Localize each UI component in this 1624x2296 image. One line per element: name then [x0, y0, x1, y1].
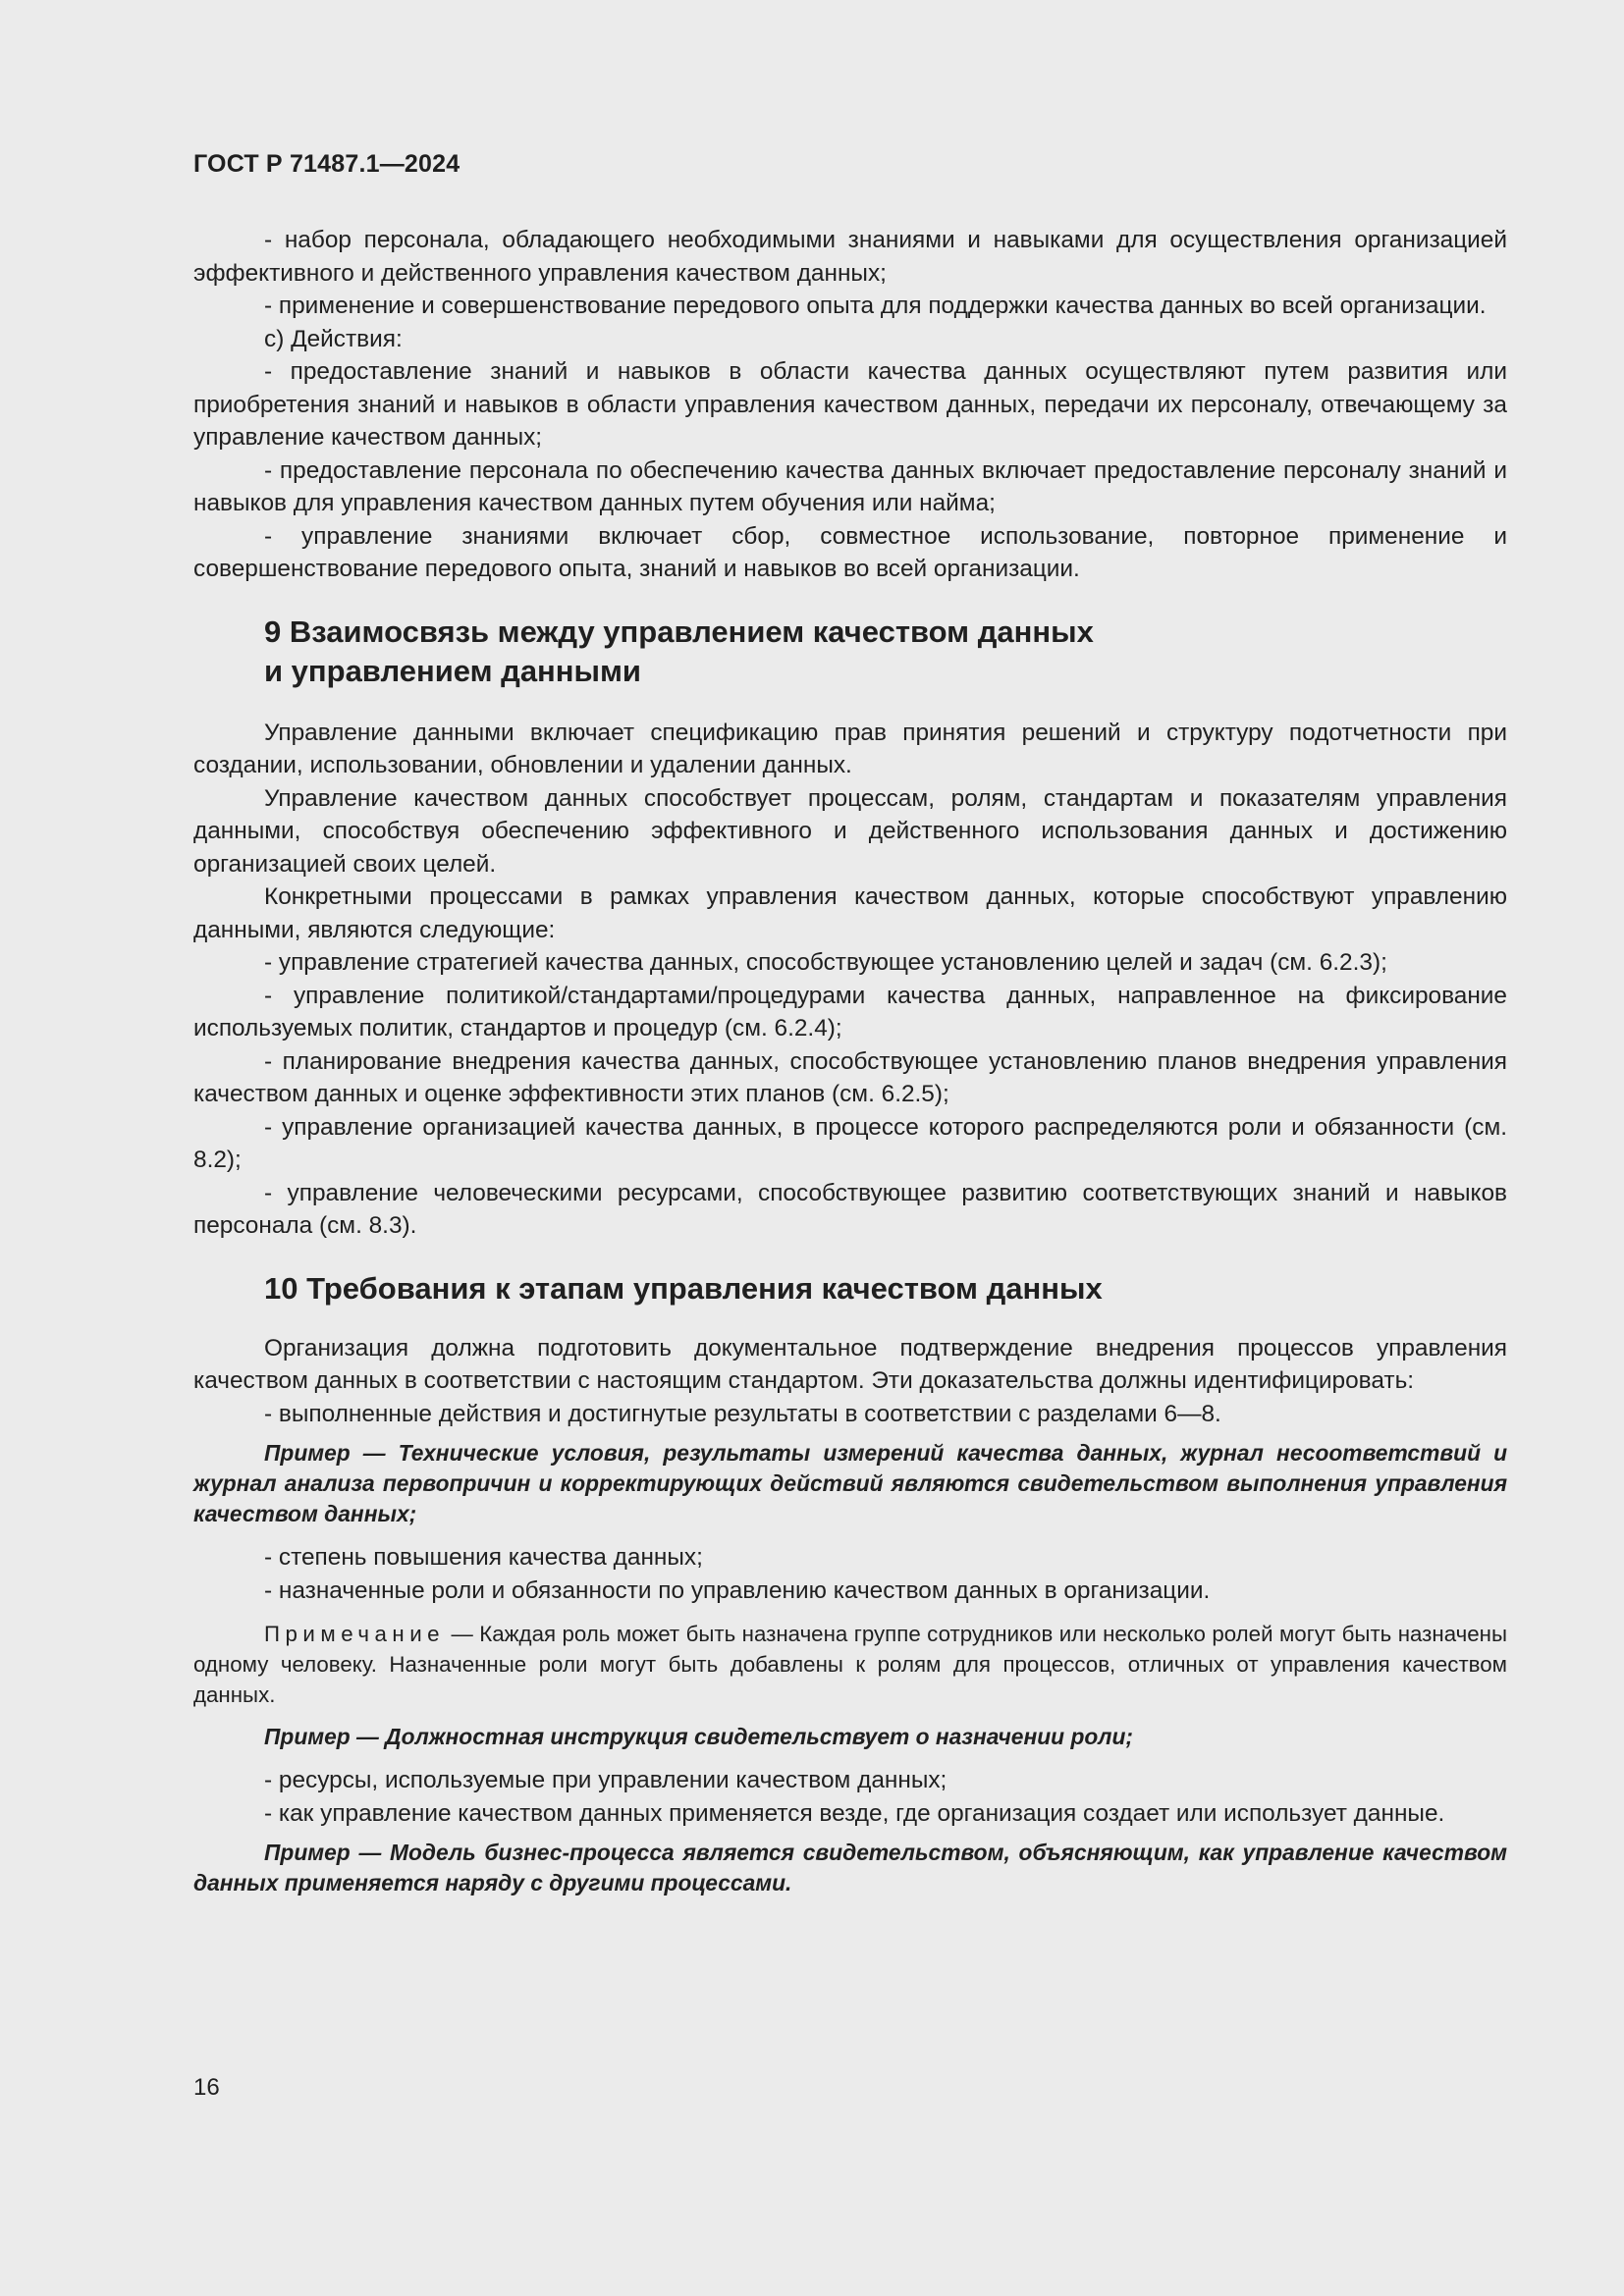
section-10-heading: 10 Требования к этапам управления качеством данных [264, 1270, 1103, 1306]
list-item: - предоставление знаний и навыков в области качества данных осуществляют путем развития или приобретения знаний и навыков в области управления качеством данных, передачи их персоналу, отвечающему за управление качеством данных; [193, 358, 1507, 451]
page-body [193, 224, 1507, 1910]
section-9-heading [193, 613, 1507, 691]
note-block [193, 1619, 1507, 1710]
note-label: Примечание [264, 1622, 446, 1646]
list-item: - выполненные действия и достигнутые результаты в соответствии с разделами 6—8. [264, 1400, 1221, 1427]
paragraph: Конкретными процессами в рамках управления качеством данных, которые способствуют управлению данными, являются следующие: [193, 883, 1507, 943]
list-item: - управление знаниями включает сбор, совместное использование, повторное применение и совершенствование передового опыта, знаний и навыков во всей организации. [193, 522, 1507, 582]
paragraph: Управление данными включает спецификацию прав принятия решений и структуру подотчетности при создании, использовании, обновлении и удалении данных. [193, 719, 1507, 778]
page-number: 16 [193, 2074, 220, 2101]
subsection-label: c) Действия: [264, 325, 403, 352]
list-item: - управление политикой/стандартами/процедурами качества данных, направленное на фиксирование используемых политик, стандартов и процедур (см. 6.2.4); [193, 982, 1507, 1041]
example-block: Пример — Модель бизнес-процесса является свидетельством, объясняющим, как управление качеством данных применяется наряду с другими процессами. [193, 1840, 1507, 1896]
example-block: Пример — Должностная инструкция свидетельствует о назначении роли; [264, 1724, 1133, 1749]
list-item: - планирование внедрения качества данных, способствующее установлению планов внедрения управления качеством данных и оценке эффективности этих планов (см. 6.2.5); [193, 1047, 1507, 1107]
paragraph: Организация должна подготовить документальное подтверждение внедрения процессов управления качеством данных в соответствии с настоящим стандартом. Эти доказательства должны идентифицировать: [193, 1334, 1507, 1394]
list-item: - предоставление персонала по обеспечению качества данных включает предоставление персоналу знаний и навыков для управления качеством данных путем обучения или найма; [193, 456, 1507, 516]
section-9-title-line-2: и управлением данными [264, 653, 641, 688]
example-block: Пример — Технические условия, результаты измерений качества данных, журнал несоответствий и журнал анализа первопричин и корректирующих действий являются свидетельством выполнения управления качеством данных; [193, 1440, 1507, 1526]
list-item: - управление организацией качества данных, в процессе которого распределяются роли и обязанности (см. 8.2); [193, 1113, 1507, 1173]
note-text: — Каждая роль может быть назначена группе сотрудников или несколько ролей могут быть назначены одному человеку. Назначенные роли могут быть добавлены к ролям для процессов, отличных от управления качеством данных. [193, 1622, 1507, 1707]
list-item: - ресурсы, используемые при управлении качеством данных; [264, 1767, 947, 1793]
list-item: - степень повышения качества данных; [264, 1544, 703, 1571]
list-item: - назначенные роли и обязанности по управлению качеством данных в организации. [264, 1576, 1211, 1604]
paragraph: Управление качеством данных способствует процессам, ролям, стандартам и показателям управления данными, способствуя обеспечению эффективного и действенного использования данных и достижению организацией своих целей. [193, 784, 1507, 878]
list-item: - набор персонала, обладающего необходимыми знаниями и навыками для осуществления организацией эффективного и действенного управления качеством данных; [193, 227, 1507, 287]
list-item: - как управление качеством данных применяется везде, где организация создает или использует данные. [264, 1799, 1445, 1827]
section-9-title-line-1: 9 Взаимосвязь между управлением качеством данных [264, 614, 1094, 649]
list-item: - управление человеческими ресурсами, способствующее развитию соответствующих знаний и навыков персонала (см. 8.3). [193, 1179, 1507, 1239]
list-item: - управление стратегией качества данных, способствующее установлению целей и задач (см. 6.2.3); [264, 949, 1387, 976]
list-item: - применение и совершенствование передового опыта для поддержки качества данных во всей организации. [264, 293, 1487, 319]
document-header: ГОСТ Р 71487.1—2024 [193, 150, 460, 178]
